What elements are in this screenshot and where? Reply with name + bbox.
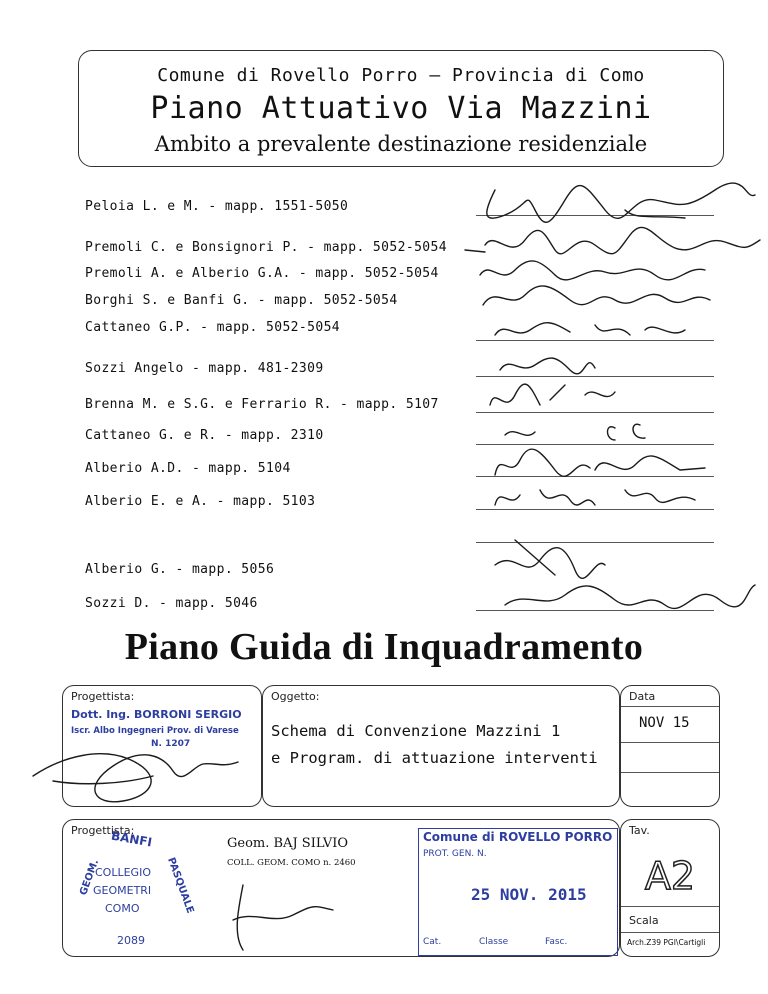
stamp-fasc: Fasc. <box>545 937 568 947</box>
owner-row: Brenna M. e S.G. e Ferrario R. - mapp. 5107 <box>85 397 439 412</box>
geometra-register: COLL. GEOM. COMO n. 2460 <box>227 858 356 868</box>
tav-divider <box>621 906 719 907</box>
seal-line-3: COMO <box>105 902 140 915</box>
geometri-seal <box>77 822 196 954</box>
data-divider <box>621 772 719 773</box>
oggetto-line-2: e Program. di attuazione interventi <box>271 749 598 767</box>
progettista-label: Progettista: <box>71 690 135 703</box>
scala-label: Scala <box>629 914 659 927</box>
plan-heading: Piano Attuativo Via Mazzini <box>150 91 652 126</box>
data-divider <box>621 742 719 743</box>
owner-row: Peloia L. e M. - mapp. 1551-5050 <box>85 199 349 214</box>
owner-row: Alberio E. e A. - mapp. 5103 <box>85 494 316 509</box>
oggetto-line-1: Schema di Convenzione Mazzini 1 <box>271 722 561 740</box>
handwritten-signatures <box>455 180 765 620</box>
stamp-prot: PROT. GEN. N. <box>423 849 487 859</box>
stamp-comune: Comune di ROVELLO PORRO <box>423 830 613 844</box>
seal-line-1: COLLEGIO <box>95 866 151 879</box>
data-divider <box>621 706 719 707</box>
seal-line-2: GEOMETRI <box>93 884 152 897</box>
file-reference: Arch.Z39 PGI\Cartigli <box>627 938 706 947</box>
seal-right: PASQUALE <box>165 856 196 915</box>
progettista-2-label: Progettista: <box>71 824 135 837</box>
data-box <box>620 685 720 807</box>
engineer-register: Iscr. Albo Ingegneri Prov. di Varese <box>71 726 239 736</box>
stamp-classe: Classe <box>479 937 509 947</box>
seal-left: GEOM. <box>78 858 102 897</box>
tav-box <box>620 819 720 957</box>
owner-row: Cattaneo G.P. - mapp. 5052-5054 <box>85 320 341 335</box>
scala-divider <box>621 932 719 933</box>
tav-value: A2 <box>644 854 696 898</box>
owner-row: Alberio A.D. - mapp. 5104 <box>85 461 291 476</box>
plan-subheading: Ambito a prevalente destinazione residenziale <box>154 132 648 156</box>
header-box <box>78 50 724 167</box>
seal-number: 2089 <box>117 934 145 947</box>
owner-row: Premoli A. e Alberio G.A. - mapp. 5052-5054 <box>85 266 439 281</box>
tav-label: Tav. <box>629 824 650 837</box>
owner-row: Premoli C. e Bonsignori P. - mapp. 5052-5054 <box>85 240 447 255</box>
owner-row: Sozzi Angelo - mapp. 481-2309 <box>85 361 324 376</box>
owner-row: Alberio G. - mapp. 5056 <box>85 562 275 577</box>
oggetto-label: Oggetto: <box>271 690 320 703</box>
engineer-signature <box>23 726 263 816</box>
stamp-cat: Cat. <box>423 937 442 947</box>
owner-row: Borghi S. e Banfi G. - mapp. 5052-5054 <box>85 293 398 308</box>
stamp-date: 25 NOV. 2015 <box>471 885 587 904</box>
seal-top: BANFI <box>110 828 154 850</box>
owner-row: Cattaneo G. e R. - mapp. 2310 <box>85 428 324 443</box>
geometra-name: Geom. BAJ SILVIO <box>227 836 349 851</box>
engineer-name: Dott. Ing. BORRONI SERGIO <box>71 708 242 721</box>
municipality-line: Comune di Rovello Porro – Provincia di Como <box>157 65 645 86</box>
data-value: NOV 15 <box>639 715 690 731</box>
geometra-signature <box>213 880 353 955</box>
plan-guide-title: Piano Guida di Inquadramento <box>124 626 644 668</box>
engineer-number: N. 1207 <box>151 739 191 749</box>
data-label: Data <box>629 690 656 703</box>
progettista-box <box>62 685 262 807</box>
owner-row: Sozzi D. - mapp. 5046 <box>85 596 258 611</box>
protocol-stamp <box>418 828 618 956</box>
oggetto-box <box>262 685 620 807</box>
